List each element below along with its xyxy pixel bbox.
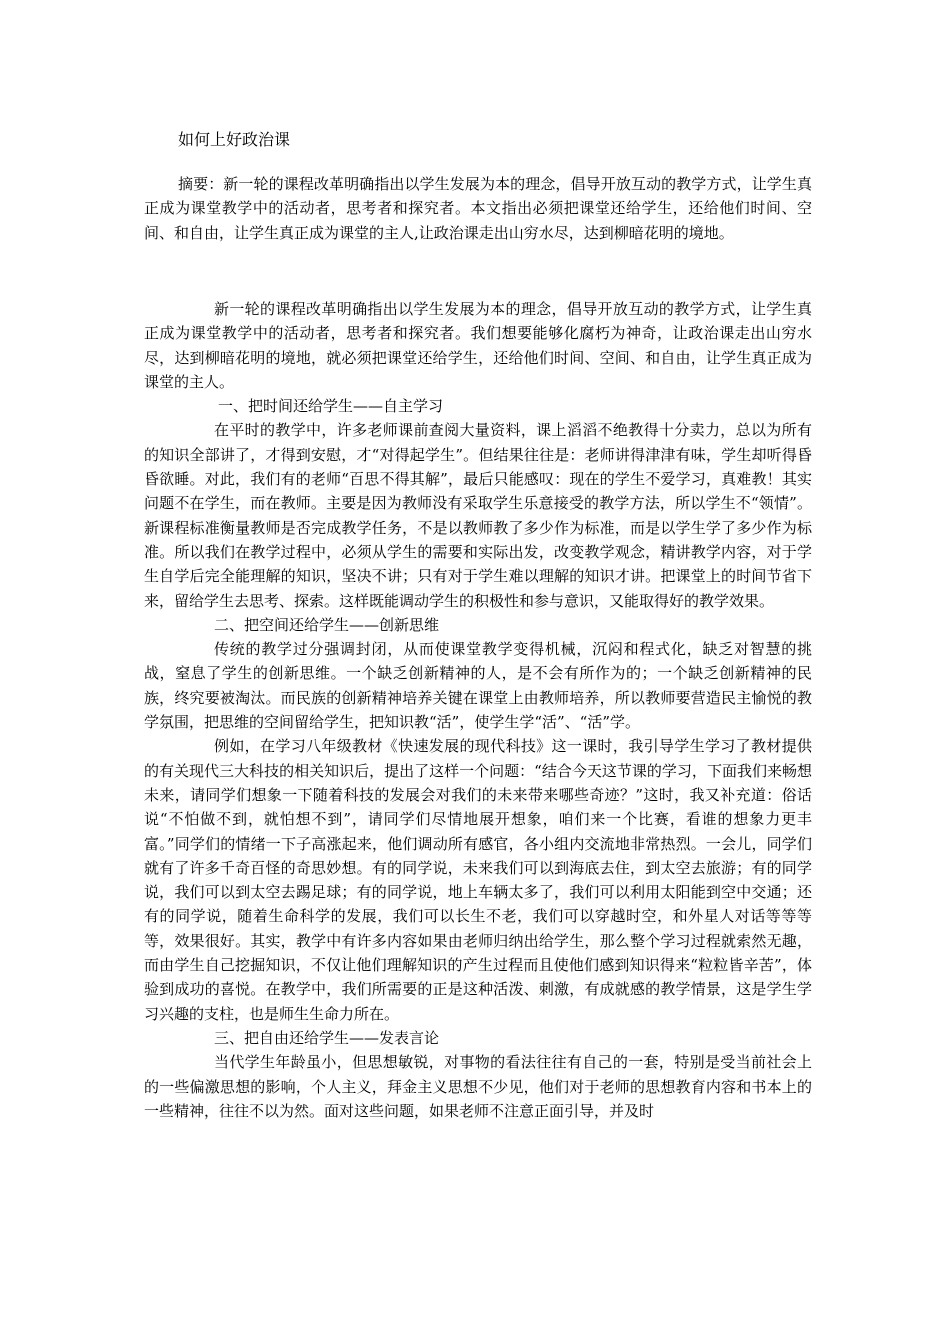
paragraph-section-2: 传统的教学过分强调封闭，从而使课堂教学变得机械，沉闷和程式化，缺乏对智慧的挑战，窒息了学生的创新思维。一个缺乏创新精神的人，是不会有所作为的；一个缺乏创新精神的民族，终究要被淘汰。而民族的创新精神培养关键在课堂上由教师培养，所以教师要营造民主愉悦的教学氛围，把思维的空间留给学生，把知识教“活”，使学生学“活”、“活”学。 — [144, 640, 812, 732]
section-heading-2: 二、把空间还给学生——创新思维 — [214, 615, 440, 634]
paragraph-intro: 新一轮的课程改革明确指出以学生发展为本的理念，倡导开放互动的教学方式，让学生真正成为课堂教学中的活动者，思考者和探究者。我们想要能够化腐朽为神奇，让政治课走出山穷水尽，达到柳暗花明的境地，就必须把课堂还给学生，还给他们时间、空间、和自由，让学生真正成为课堂的主人。 — [144, 300, 812, 391]
document-title: 如何上好政治课 — [178, 130, 291, 149]
section-heading-1: 一、把时间还给学生——自主学习 — [218, 397, 444, 416]
paragraph-section-3: 当代学生年龄虽小，但思想敏锐，对事物的看法往往有自己的一套，特别是受当前社会上的一些偏激思想的影响，个人主义，拜金主义思想不少见，他们对于老师的思想教育内容和书本上的一些精神，往往不以为然。面对这些问题，如果老师不注意正面引导，并及时 — [144, 1053, 812, 1120]
document-body — [144, 297, 812, 1123]
paragraph-example: 例如，在学习八年级教材《快速发展的现代科技》这一课时，我引导学生学习了教材提供的有关现代三大科技的相关知识后，提出了这样一个问题：“结合今天这节课的学习，下面我们来畅想未来，请同学们想象一下随着科技的发展会对我们的未来带来哪些奇迹？”这时，我又补充道：俗话说“不怕做不到，就怕想不到”，请同学们尽情地展开想象，咱们来一个比赛，看谁的想象力更丰富。”同学们的情绪一下子高涨起来，他们调动所有感官，各小组内交流地非常热烈。一会儿，同学们就有了许多千奇百怪的奇思妙想。有的同学说，未来我们可以到海底去住，到太空去旅游；有的同学说，我们可以到太空去踢足球；有的同学说，地上车辆太多了，我们可以利用太阳能到空中交通；还有的同学说，随着生命科学的发展，我们可以长生不老，我们可以穿越时空，和外星人对话等等等等，效果很好。其实，教学中有许多内容如果由老师归纳出给学生，那么整个学习过程就索然无趣，而由学生自己挖掘知识，不仅让他们理解知识的产生过程而且使他们感到知识得来“粒粒皆辛苦”，体验到成功的喜悦。在教学中，我们所需要的正是这种活泼、刺激，有成就感的教学情景，这是学生学习兴趣的支柱，也是师生生命力所在。 — [144, 737, 812, 1023]
paragraph-section-1: 在平时的教学中，许多老师课前查阅大量资料，课上滔滔不绝教得十分卖力，总以为所有的知识全部讲了，才得到安慰，才“对得起学生”。但结果往往是：老师讲得津津有味，学生却听得昏昏欲睡。对此，我们有的老师“百思不得其解”，最后只能感叹：现在的学生不爱学习，真难教！其实问题不在学生，而在教师。主要是因为教师没有采取学生乐意接受的教学方法，所以学生不“领情”。新课程标准衡量教师是否完成教学任务，不是以教师教了多少作为标准，而是以学生学了多少作为标准。所以我们在教学过程中，必须从学生的需要和实际出发，改变教学观念，精讲教学内容，对于学生自学后完全能理解的知识，坚决不讲；只有对于学生难以理解的知识才讲。把课堂上的时间节省下来，留给学生去思考、探索。这样既能调动学生的积极性和参与意识，又能取得好的教学效果。 — [144, 421, 812, 610]
section-heading-3: 三、把自由还给学生——发表言论 — [214, 1028, 440, 1047]
abstract: 摘要：新一轮的课程改革明确指出以学生发展为本的理念，倡导开放互动的教学方式，让学生真正成为课堂教学中的活动者，思考者和探究者。本文指出必须把课堂还给学生，还给他们时间、空间、和自由，让学生真正成为课堂的主人,让政治课走出山穷水尽，达到柳暗花明的境地。 — [144, 175, 812, 242]
